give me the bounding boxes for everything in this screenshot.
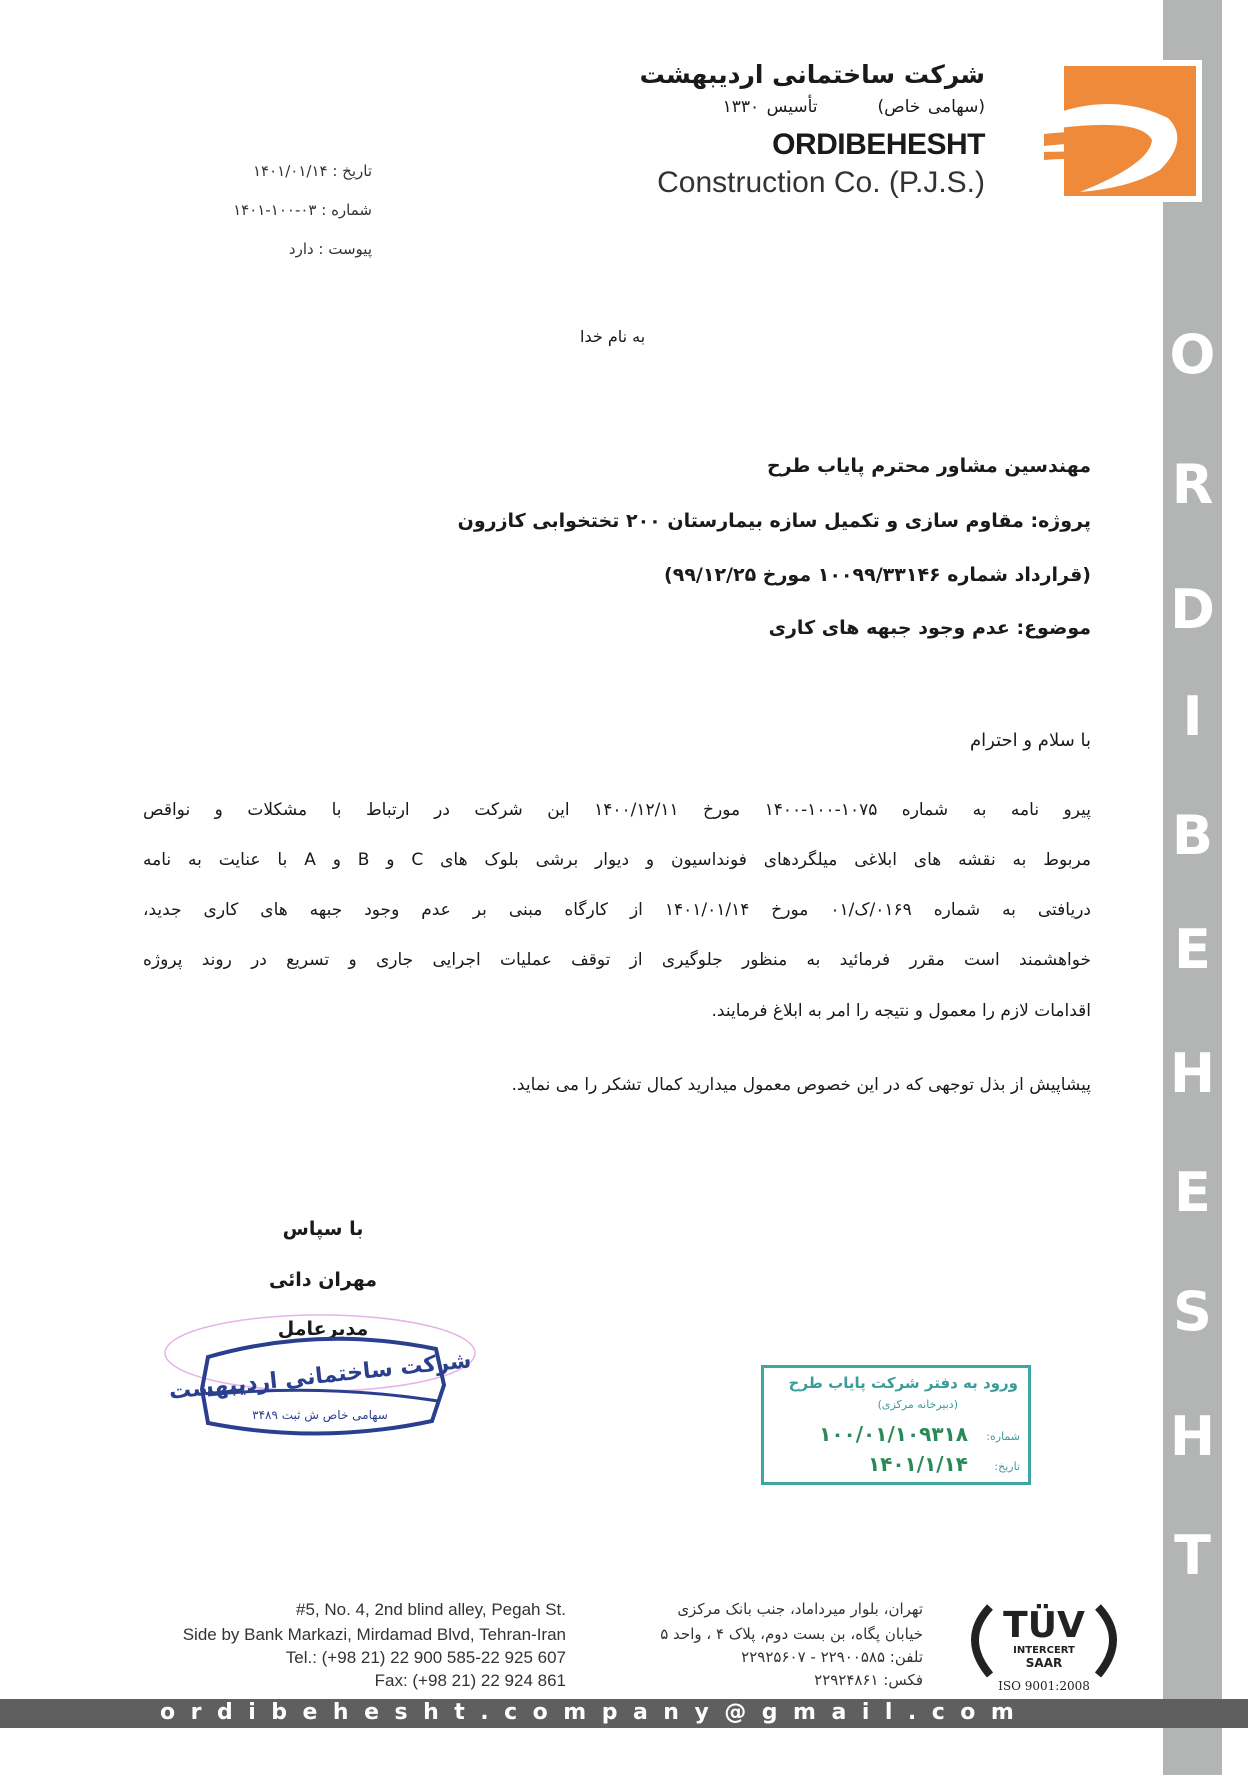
side-letter: I (1182, 685, 1203, 748)
receipt-stamp (761, 1365, 1031, 1485)
company-name-fa: شرکت ساختمانی اردیبهشت (639, 60, 985, 89)
body-line: خواهشمند است مقرر فرمائید به منظور جلوگیری از توقف عملیات اجرایی جاری و تسریع در روند پروژه (143, 950, 1091, 970)
body-line: دریافتی به شماره ۰۱۶۹/ک/۰۱ مورخ ۱۴۰۱/۰۱/۱۴ از کارگاه مبنی بر عدم وجود جبهه های کاری جدید، (143, 900, 1091, 920)
body-line: اقدامات لازم را معمول و نتیجه را امر به ابلاغ فرمایند. (711, 1001, 1091, 1021)
fax-en: Fax: (+98 21) 22 924 861 (374, 1671, 566, 1690)
company-subtitle-en: Construction Co. (P.J.S.) (657, 166, 985, 199)
side-letter: H (1169, 1405, 1216, 1468)
seal-registration: سهامی خاص ش ثبت ۳۴۸۹ (252, 1408, 388, 1422)
side-letter: D (1170, 578, 1215, 641)
side-letter: E (1174, 918, 1211, 981)
iso-label: ISO 9001:2008 (998, 1679, 1090, 1693)
side-letter: O (1169, 323, 1216, 386)
closing-line: پیشاپیش از بذل توجهی که در این خصوص معمول میدارید کمال تشکر را می نماید. (511, 1075, 1091, 1095)
founded-year: تأسیس ۱۳۳۰ (722, 97, 818, 117)
tuv-certification-logo (960, 1597, 1128, 1697)
side-letter: S (1173, 1280, 1212, 1343)
stamp-subtitle: (دبیرخانه مرکزی) (877, 1398, 958, 1411)
phone-fa: تلفن: ۲۲۹۰۰۵۸۵ - ۲۲۹۲۵۶۰۷ (741, 1648, 923, 1666)
side-letter: H (1169, 1042, 1216, 1105)
tuv-brand: TÜV (1003, 1605, 1085, 1646)
tuv-intercert: INTERCERT (1013, 1645, 1075, 1656)
company-type: (سهامی خاص) (877, 97, 985, 117)
signature-thanks: با سپاس (282, 1218, 364, 1240)
stamp-number-label: شماره: (986, 1430, 1020, 1443)
signer-name: مهران دائی (268, 1269, 378, 1291)
address-fa-line: تهران، بلوار میرداماد، جنب بانک مرکزی (677, 1600, 923, 1618)
greeting: با سلام و احترام (970, 730, 1091, 751)
bismillah: به نام خدا (580, 327, 646, 346)
fax-fa: فکس: ۲۲۹۲۴۸۶۱ (814, 1671, 923, 1689)
letter-date: تاریخ : ۱۴۰۱/۰۱/۱۴ (253, 162, 372, 180)
address-en-line: #5, No. 4, 2nd blind alley, Pegah St. (296, 1600, 566, 1619)
company-seal-icon (160, 1305, 480, 1445)
side-brand-bar (1163, 0, 1222, 1775)
stamp-title: ورود به دفتر شرکت پایاب طرح (788, 1374, 1018, 1392)
side-letter: B (1171, 804, 1214, 867)
address-fa-line: خیابان پگاه، بن بست دوم، پلاک ۴ ، واحد ۵ (660, 1625, 923, 1643)
body-line: پیرو نامه به شماره ۱۰۷۵-۱۰۰-۱۴۰۰ مورخ ۱۴۰۰/۱۲/۱۱ این شرکت در ارتباط با مشکلات و نواقص (143, 800, 1091, 820)
footer-email: ordibehesht.company@gmail.com (160, 1700, 1030, 1725)
letter-number: شماره : ۰۳-۱۰۰-۱۴۰۱ (233, 201, 372, 219)
contract-line: (قرارداد شماره ۱۰۰۹۹/۳۳۱۴۶ مورخ ۹۹/۱۲/۲۵) (664, 564, 1091, 586)
side-letter: E (1174, 1161, 1211, 1224)
stamp-number-value: ۱۰۰/۰۱/۱۰۹۳۱۸ (819, 1422, 968, 1446)
side-letter: R (1171, 453, 1214, 516)
seal-text: شرکت ساختمانی اردیبهشت (167, 1348, 473, 1405)
letter-attachment: پیوست : دارد (288, 240, 372, 258)
company-subtitle-fa (723, 97, 985, 117)
side-letter: T (1174, 1524, 1211, 1587)
signer-title: مدیرعامل (277, 1318, 369, 1340)
tuv-saar: SAAR (1025, 1656, 1063, 1670)
company-name-en: ORDIBEHESHT (772, 128, 985, 161)
subject-line: موضوع: عدم وجود جبهه های کاری (768, 617, 1091, 639)
recipient: مهندسین مشاور محترم پایاب طرح (766, 455, 1091, 477)
phone-en: Tel.: (+98 21) 22 900 585-22 925 607 (285, 1648, 566, 1667)
address-en-line: Side by Bank Markazi, Mirdamad Blvd, Tehran-Iran (182, 1625, 566, 1644)
stamp-date-label: تاریخ: (994, 1460, 1020, 1473)
project-line: پروژه: مقاوم سازی و تکمیل سازه بیمارستان ۲۰۰ تختخوابی کازرون (457, 510, 1091, 532)
body-line: مربوط به نقشه های ابلاغی میلگردهای فونداسیون و دیوار برشی بلوک های C و B و A با عنایت به نامه (143, 850, 1091, 870)
company-logo-icon (1040, 60, 1202, 202)
stamp-date-value: ۱۴۰۱/۱/۱۴ (867, 1452, 968, 1476)
